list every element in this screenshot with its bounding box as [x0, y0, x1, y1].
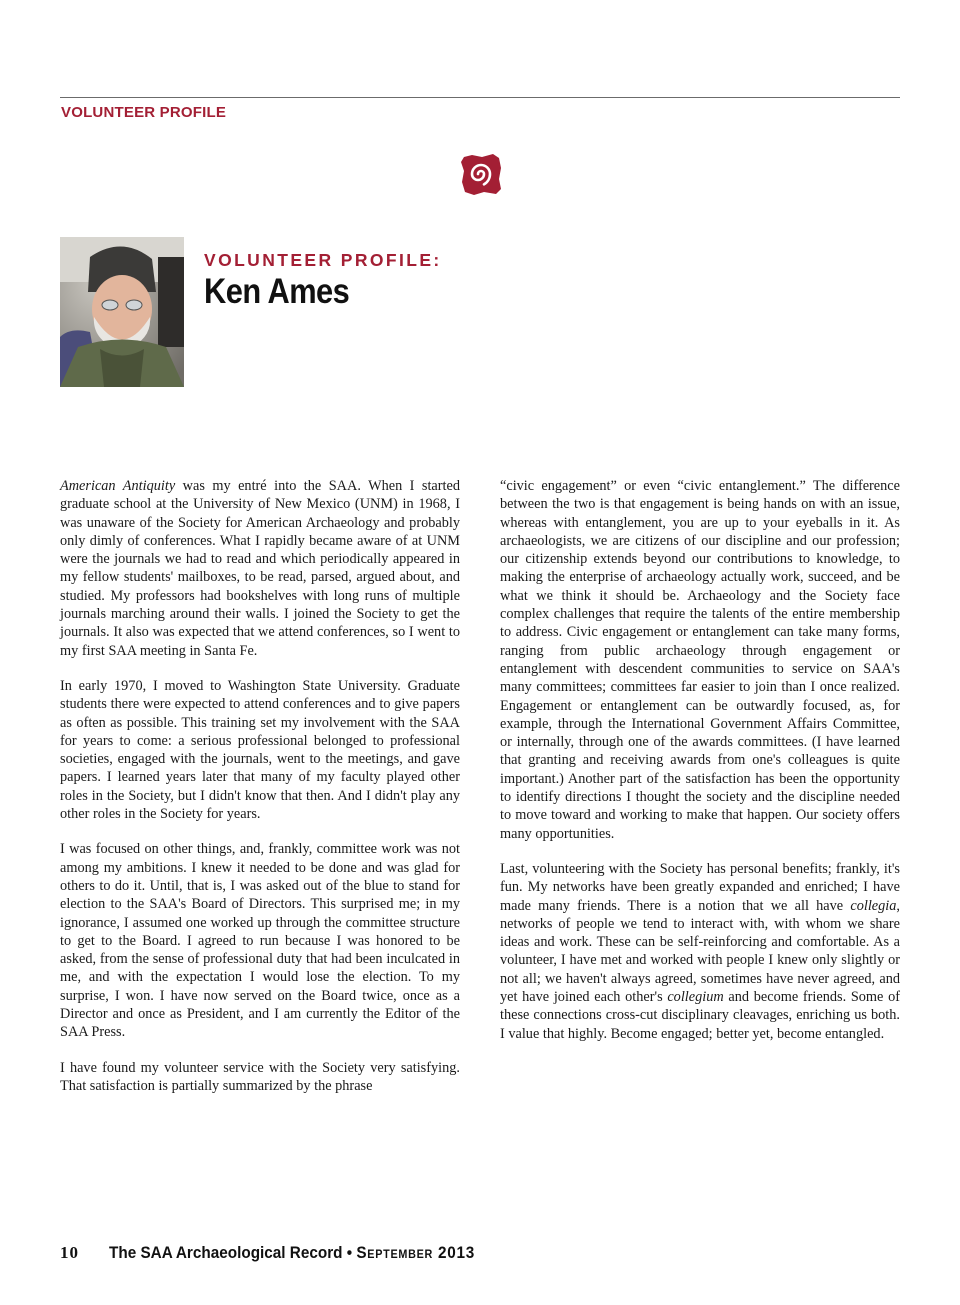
top-rule: [60, 97, 900, 98]
paragraph: American Antiquity was my entré into the SAA. When I started graduate school at the University of New Mexico (UNM) in 1968, I was unaware of the Society for American Archaeology and probably only dimly of conferences. What I rapidly became aware of at UNM were the journals we had to read and which periodically appeared in my fellow students' mailboxes, to be read, parsed, argued about, and studied. My professors had bookshelves with long runs of multiple journals marching around their walls. I joined the Society to get the journals. It also was expected that we attend conferences, so I went to my first SAA meeting in Santa Fe.: [60, 478, 461, 659]
author-photo: [60, 237, 184, 387]
paragraph: In early 1970, I moved to Washington State University. Graduate students there were expected to attend conferences and to give papers as often as possible. This training set my involvement with the SAA for years to come: a serious professional belonged to professional societies, engaged with the journals, went to the meetings, and gave papers. I learned years later that many of my faculty played other roles in the Society, but I didn't know that then. And I didn't play any other roles in the Society for years.: [60, 677, 460, 823]
footer: [60, 1243, 516, 1263]
running-head: VOLUNTEER PROFILE: [61, 104, 227, 121]
paragraph: I have found my volunteer service with the Society very satisfying. That satisfaction is partially summarized by the phrase: [60, 1059, 460, 1094]
journal-title: American Antiquity: [60, 478, 176, 494]
left-column: [60, 477, 460, 1112]
saa-spiral-logo-icon: [460, 152, 502, 196]
footer-bullet: •: [342, 1243, 357, 1262]
paragraph: I was focused on other things, and, frankly, committee work was not among my ambitions. I knew it needed to be done and was glad for others to do it. Until, that is, I was asked out of the blue to stand for election to the SAA's Board of Directors. This surprised me; in my ignorance, I assumed one worked up through the committee structure to get to the Board. I agreed to run because I was honored to be asked, from the sense of professional duty that had been inculcated in me, and with the expectation I would lose the election. To my surprise, I won. I have now served on the Board twice, once as a Director and once as President, and I am currently the Editor of the SAA Press.: [60, 841, 460, 1041]
footer-citation: [109, 1243, 475, 1263]
paragraph: “civic engagement” or even “civic entanglement.” The difference between the two is that engagement is being hands on with an issue, whereas with entanglement, you are up to your eyeballs in it. As archaeologists, we are citizens of our discipline and our profession; our citizenship extends beyond our contributions to knowledge, to making the enterprise of archaeology actually work, succeed, and be what we think it should be. Archaeology and the Society face complex challenges that require the talents of the entire membership to address. Civic engagement or entanglement can take many forms, ranging from public archaeology through engagement or entanglement with descendent communities to service on SAA's many committees; committees far easier to join than I once realized. Engagement or entanglement can be outwardly focused, as, for example, through the International Government Affairs Committee, or internally, through one of the awards committees. (I have learned that granting and receiving awards from one's colleagues is quite important.) Another part of the satisfaction has been the opportunity to identify directions I thought the society and the discipline needed to move toward and working to make that happen. Our society offers many opportunities.: [500, 478, 900, 842]
publication-name: The SAA Archaeological Record: [109, 1243, 343, 1262]
page-number: 10: [60, 1243, 79, 1262]
paragraph: Last, volunteering with the Society has personal benefits; frankly, it's fun. My networks have been greatly expanded and enriched; I have made many friends. There is a notion that we all have collegia, networks of people we tend to interact with, with whom we share ideas and work. These can be self-reinforcing and comfortable. As a volunteer, I have met and worked with people I knew only slightly or not all; we haven't always agreed, sometimes have never agreed, and yet have joined each other's collegium and become friends. Some of these connections cross-cut disciplinary cleavages, enriching us both. I value that highly. Become engaged; better yet, become entangled.: [500, 860, 900, 1042]
article-kicker: VOLUNTEER PROFILE:: [204, 250, 442, 270]
article-title: Ken Ames: [204, 272, 350, 311]
right-column: [500, 477, 900, 1060]
issue-date: September 2013: [356, 1243, 475, 1262]
